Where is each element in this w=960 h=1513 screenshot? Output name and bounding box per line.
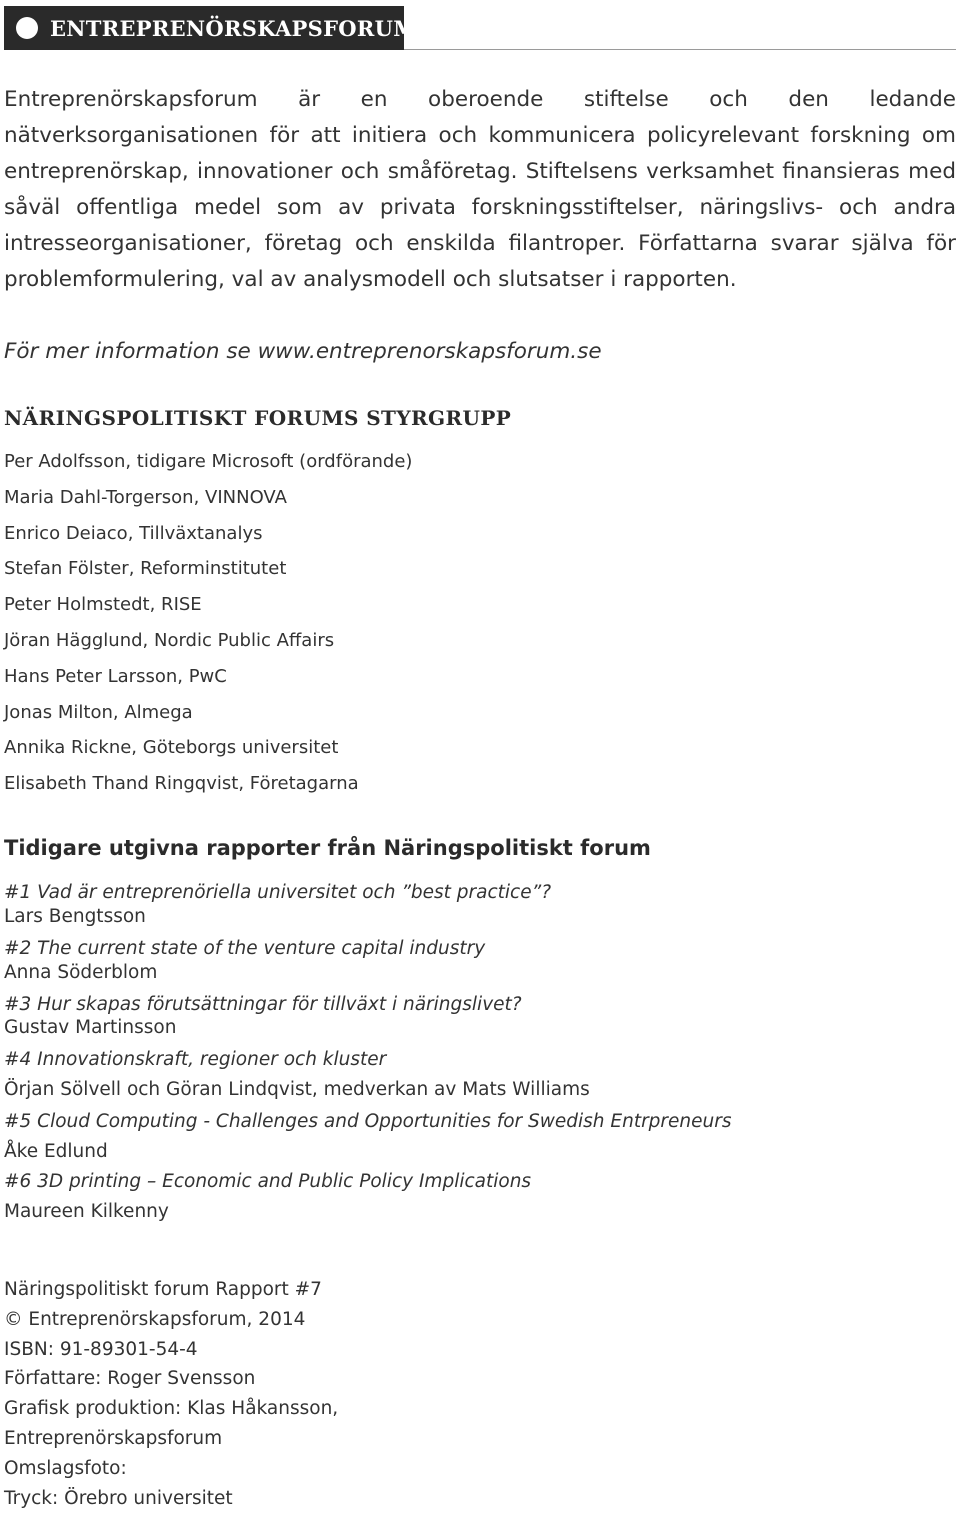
member-item: Hans Peter Larsson, PwC bbox=[4, 665, 227, 687]
colophon-line: Entreprenörskapsforum bbox=[4, 1427, 223, 1449]
report-title: #6 3D printing – Economic and Public Policy Implications bbox=[4, 1171, 532, 1192]
report-title: #3 Hur skapas förutsättningar för tillväxt i näringslivet? bbox=[4, 994, 522, 1015]
report-author: Åke Edlund bbox=[4, 1141, 108, 1162]
colophon bbox=[4, 1275, 338, 1513]
report-title: #4 Innovationskraft, regioner och kluster bbox=[4, 1049, 387, 1070]
report-title: #2 The current state of the venture capital industry bbox=[4, 938, 486, 959]
bullet-dot-icon bbox=[16, 17, 38, 39]
section-header-bar bbox=[4, 6, 417, 50]
colophon-line: Grafisk produktion: Klas Håkansson, bbox=[4, 1398, 339, 1420]
report-author: Örjan Sölvell och Göran Lindqvist, medverkan av Mats Williams bbox=[4, 1079, 590, 1100]
member-item: Maria Dahl-Torgerson, VINNOVA bbox=[4, 486, 287, 508]
member-item: Annika Rickne, Göteborgs universitet bbox=[4, 737, 339, 759]
colophon-line: Omslagsfoto: bbox=[4, 1457, 127, 1479]
header-title: ENTREPRENÖRSKAPSFORUM bbox=[50, 15, 417, 41]
report-author: Maureen Kilkenny bbox=[4, 1201, 169, 1222]
colophon-line: © Entreprenörskapsforum, 2014 bbox=[4, 1308, 306, 1330]
colophon-line: Författare: Roger Svensson bbox=[4, 1368, 256, 1390]
member-item: Stefan Fölster, Reforminstitutet bbox=[4, 558, 287, 580]
member-item: Enrico Deiaco, Tillväxtanalys bbox=[4, 522, 263, 544]
steering-group-list bbox=[4, 444, 412, 802]
steering-group-heading: NÄRINGSPOLITISKT FORUMS STYRGRUPP bbox=[4, 406, 512, 430]
report-author: Anna Söderblom bbox=[4, 962, 158, 983]
intro-paragraph: Entreprenörskapsforum är en oberoende stiftelse och den ledande nätverksorganisationen för att initiera och kommunicera policyrelevant forskning om entreprenörskap, innovationer och småföretag. Stiftelsens verksamhet finansieras med såväl offentliga medel som av privata forskningsstiftelser, näringslivs- och andra intresseorganisationer, företag och enskilda filantroper. Författarna svarar själva för problemformulering, val av analysmodell och slutsatser i rapporten. bbox=[4, 87, 956, 292]
report-title: #1 Vad är entreprenöriella universitet och ”best practice”? bbox=[4, 882, 552, 903]
colophon-line: ISBN: 91-89301-54-4 bbox=[4, 1338, 198, 1360]
colophon-line: Tryck: Örebro universitet bbox=[4, 1487, 233, 1509]
report-title: #5 Cloud Computing - Challenges and Opportunities for Swedish Entrpreneurs bbox=[4, 1111, 732, 1132]
header-divider bbox=[404, 49, 956, 50]
member-item: Elisabeth Thand Ringqvist, Företagarna bbox=[4, 773, 359, 795]
report-author: Gustav Martinsson bbox=[4, 1017, 177, 1038]
member-item: Per Adolfsson, tidigare Microsoft (ordförande) bbox=[4, 451, 413, 472]
member-item: Jonas Milton, Almega bbox=[4, 701, 193, 723]
member-item: Jöran Hägglund, Nordic Public Affairs bbox=[4, 629, 335, 651]
member-item: Peter Holmstedt, RISE bbox=[4, 594, 202, 616]
colophon-line: Näringspolitiskt forum Rapport #7 bbox=[4, 1279, 322, 1300]
previous-reports-heading: Tidigare utgivna rapporter från Näringspolitiskt forum bbox=[4, 836, 651, 860]
report-author: Lars Bengtsson bbox=[4, 906, 146, 927]
more-info-link[interactable]: För mer information se www.entreprenorskapsforum.se bbox=[4, 339, 602, 364]
